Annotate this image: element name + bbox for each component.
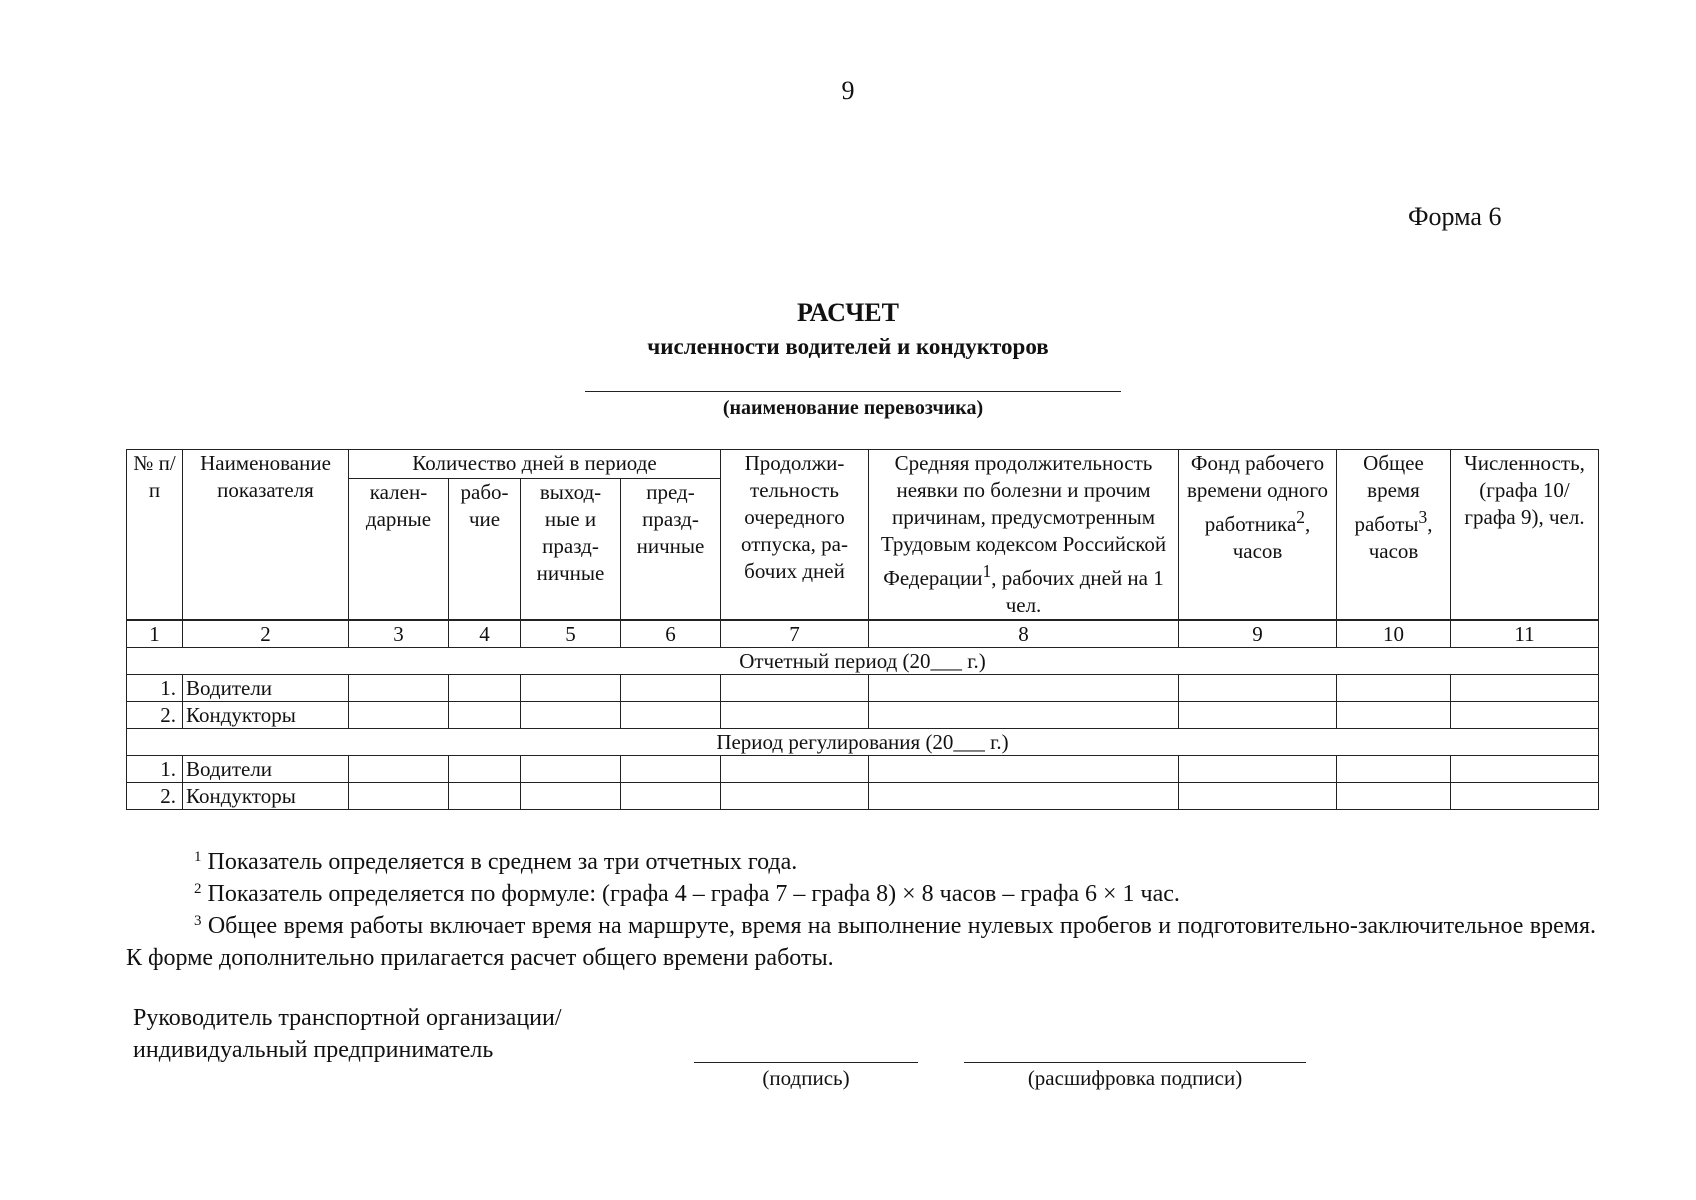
page-number: 9 <box>841 76 855 105</box>
header-total-work-time-tail: , часов <box>1368 512 1433 563</box>
carrier-name-caption: (наименование перевозчика) <box>722 397 984 419</box>
row-name: Водители <box>183 675 349 702</box>
table-row <box>127 702 1599 729</box>
data-cell[interactable] <box>1179 675 1337 702</box>
column-number: 10 <box>1337 620 1451 648</box>
column-number: 4 <box>449 620 521 648</box>
data-cell[interactable] <box>1451 756 1599 783</box>
header-total-work-time <box>1337 450 1451 621</box>
header-preholidays: пред- празд- ничные <box>621 479 721 620</box>
data-cell[interactable] <box>349 783 449 810</box>
column-number: 1 <box>127 620 183 648</box>
data-cell[interactable] <box>349 702 449 729</box>
column-number: 7 <box>721 620 869 648</box>
data-cell[interactable] <box>869 675 1179 702</box>
footnote-mark: 3 <box>194 913 202 929</box>
data-cell[interactable] <box>721 675 869 702</box>
data-cell[interactable] <box>621 756 721 783</box>
data-cell[interactable] <box>1179 702 1337 729</box>
table-row <box>127 675 1599 702</box>
footnote-2 <box>126 878 1596 910</box>
header-absence-duration <box>869 450 1179 621</box>
column-number: 3 <box>349 620 449 648</box>
header-calendar-days: кален- дарные <box>349 479 449 620</box>
signature-decode-line[interactable] <box>964 1062 1306 1063</box>
column-number: 2 <box>183 620 349 648</box>
header-number: № п/п <box>127 450 183 621</box>
data-cell[interactable] <box>521 756 621 783</box>
header-work-fund-tail: , часов <box>1232 512 1311 563</box>
data-cell[interactable] <box>1179 756 1337 783</box>
data-cell[interactable] <box>521 675 621 702</box>
data-cell[interactable] <box>1451 675 1599 702</box>
header-absence-tail: , рабочих дней на 1 чел. <box>991 566 1164 617</box>
form-label: Форма 6 <box>1408 202 1502 231</box>
footnote-ref-2: 2 <box>1296 507 1306 527</box>
data-cell[interactable] <box>1337 783 1451 810</box>
column-number: 11 <box>1451 620 1599 648</box>
data-cell[interactable] <box>621 783 721 810</box>
data-cell[interactable] <box>721 783 869 810</box>
section-row-reporting <box>127 648 1599 675</box>
column-number: 9 <box>1179 620 1337 648</box>
data-cell[interactable] <box>449 783 521 810</box>
data-cell[interactable] <box>621 675 721 702</box>
data-cell[interactable] <box>521 702 621 729</box>
signature-decode-caption: (расшифровка подписи) <box>1027 1066 1243 1090</box>
data-cell[interactable] <box>721 702 869 729</box>
row-number: 2. <box>127 702 183 729</box>
header-headcount: Численность, (графа 10/ графа 9), чел. <box>1451 450 1599 621</box>
header-working-days: рабо- чие <box>449 479 521 620</box>
footnote-1 <box>126 846 1596 878</box>
row-number: 1. <box>127 756 183 783</box>
row-number: 2. <box>127 783 183 810</box>
section-row-regulation <box>127 729 1599 756</box>
signature-line[interactable] <box>694 1062 918 1063</box>
table-row <box>127 783 1599 810</box>
header-days-group: Количество дней в периоде <box>349 450 721 479</box>
data-cell[interactable] <box>869 756 1179 783</box>
header-work-fund-text: Фонд рабочего времени одного работника <box>1187 451 1328 536</box>
footnote-text: Показатель определяется по формуле: (графа 4 – графа 7 – графа 8) × 8 часов – графа 6 × 1 час. <box>201 881 1180 907</box>
row-number: 1. <box>127 675 183 702</box>
signer-title-line-1: Руководитель транспортной организации/ <box>133 1005 562 1031</box>
column-number: 6 <box>621 620 721 648</box>
data-cell[interactable] <box>1337 675 1451 702</box>
footnote-ref-1: 1 <box>982 561 992 581</box>
data-cell[interactable] <box>449 675 521 702</box>
document-title: РАСЧЕТ <box>797 298 899 327</box>
data-cell[interactable] <box>521 783 621 810</box>
data-cell[interactable] <box>1179 783 1337 810</box>
column-number: 8 <box>869 620 1179 648</box>
carrier-name-line <box>585 391 1121 392</box>
header-holidays: выход- ные и празд- ничные <box>521 479 621 620</box>
data-cell[interactable] <box>1337 702 1451 729</box>
data-cell[interactable] <box>869 702 1179 729</box>
section-title-regulation: Период регулирования (20___ г.) <box>127 729 1599 756</box>
row-name: Водители <box>183 756 349 783</box>
data-cell[interactable] <box>449 756 521 783</box>
data-cell[interactable] <box>869 783 1179 810</box>
header-absence-text: Средняя продолжительность неявки по болезни и прочим причинам, предусмотренным Трудовым кодексом Российской Федерации <box>880 451 1167 590</box>
data-cell[interactable] <box>349 756 449 783</box>
header-work-fund <box>1179 450 1337 621</box>
header-vacation-duration: Продолжи- тельность очередного отпуска, ра- бочих дней <box>721 450 869 621</box>
signer-title-line-2: индивидуальный предприниматель <box>133 1037 494 1063</box>
data-cell[interactable] <box>721 756 869 783</box>
footnote-ref-3: 3 <box>1418 507 1428 527</box>
data-cell[interactable] <box>1451 702 1599 729</box>
data-cell[interactable] <box>449 702 521 729</box>
table-header-row <box>127 450 1599 479</box>
footnote-3 <box>126 910 1596 974</box>
row-name: Кондукторы <box>183 702 349 729</box>
header-total-work-time-text: Общее время работы <box>1354 451 1424 536</box>
signature-caption: (подпись) <box>762 1066 850 1090</box>
data-cell[interactable] <box>1337 756 1451 783</box>
footnote-mark: 1 <box>194 849 202 865</box>
row-name: Кондукторы <box>183 783 349 810</box>
data-cell[interactable] <box>621 702 721 729</box>
column-number: 5 <box>521 620 621 648</box>
table-row <box>127 756 1599 783</box>
document-subtitle: численности водителей и кондукторов <box>647 334 1049 359</box>
data-cell[interactable] <box>1451 783 1599 810</box>
footnote-text: Общее время работы включает время на маршруте, время на выполнение нулевых пробегов и подготовительно-заключительное время. К форме дополнительно прилагается расчет общего времени работы. <box>126 913 1596 971</box>
column-number-row <box>127 620 1599 648</box>
header-indicator-name: Наименование показателя <box>183 450 349 621</box>
footnote-text: Показатель определяется в среднем за три отчетных года. <box>201 849 798 875</box>
section-title-reporting: Отчетный период (20___ г.) <box>127 648 1599 675</box>
calculation-table <box>126 449 1599 810</box>
footnote-mark: 2 <box>194 881 202 897</box>
data-cell[interactable] <box>349 675 449 702</box>
